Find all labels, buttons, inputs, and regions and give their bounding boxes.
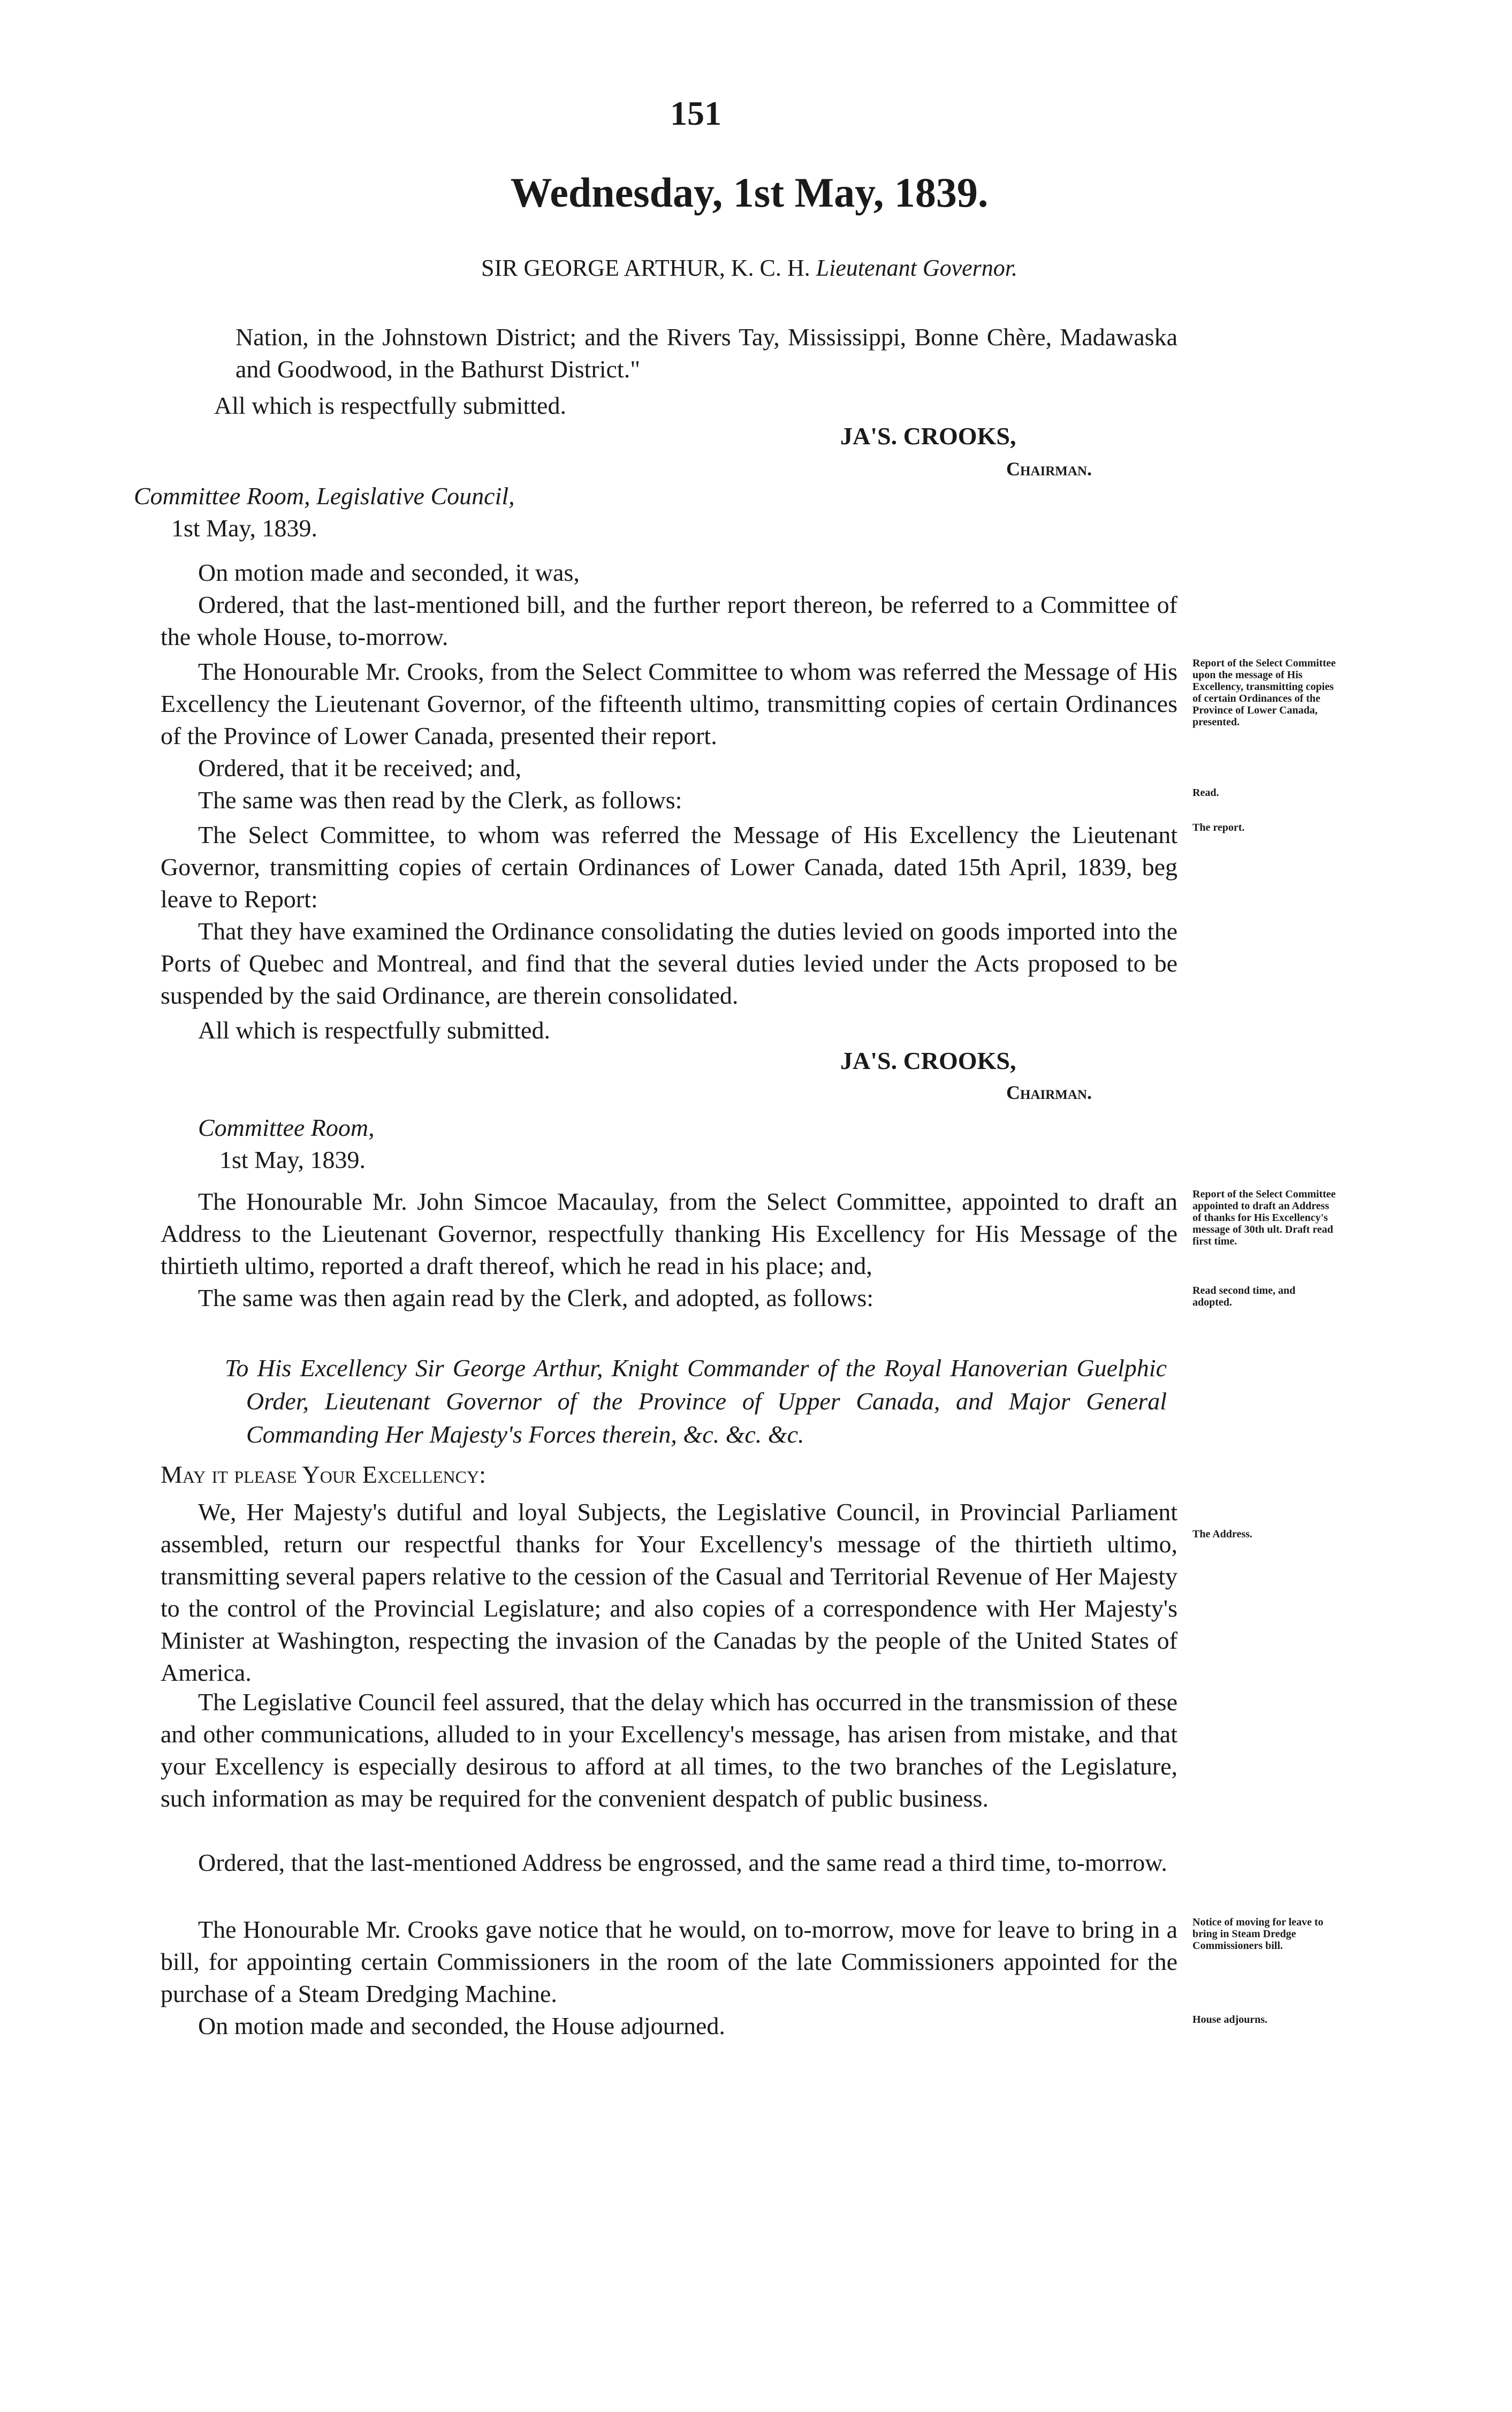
paragraph-submitted-1: All which is respectfully submitted.: [214, 392, 566, 419]
margin-note-notice: Notice of moving for leave to bring in Steam Dredge Commissioners bill.: [1192, 1916, 1324, 1952]
paragraph-submitted-2: All which is respectfully submitted.: [198, 1017, 550, 1044]
margin-note-read: Read.: [1192, 787, 1219, 799]
committee-room-line-2b: 1st May, 1839.: [219, 1146, 366, 1173]
paragraph-read-clerk: The same was then read by the Clerk, as follows:: [198, 786, 682, 814]
paragraph-motion-1: On motion made and seconded, it was,: [198, 559, 580, 586]
margin-note-address-committee: Report of the Select Committee appointed to draft an Address of thanks for His Excellency's message of 30th ult. Draft read first time.: [1192, 1188, 1336, 1247]
committee-room-line-2a: Committee Room,: [198, 1114, 375, 1141]
paragraph-ordered-engrossed: Ordered, that the last-mentioned Address be engrossed, and the same read a third time, to-morrow.: [198, 1849, 1167, 1876]
signature-title-1: Chairman.: [1006, 458, 1092, 480]
margin-note-report-select-committee: Report of the Select Committee upon the message of His Excellency, transmitting copies of certain Ordinances of the Province of Lower Canada, presented.: [1192, 657, 1336, 728]
paragraph-notice-bill: The Honourable Mr. Crooks gave notice that he would, on to-morrow, move for leave to bring in a bill, for appointing certain Commissioners in the room of the late Commissioners appointed for the purchase of a Steam Dredging Machine.: [161, 1916, 1177, 2007]
address-heading: To His Excellency Sir George Arthur, Knight Commander of the Royal Hanoverian Guelphic Order, Lieutenant Governor of the Province of Upper Canada, and Major General Commanding Her Majesty's Forces therein, &c. &c. &c.: [225, 1354, 1167, 1448]
page-number: 151: [670, 94, 721, 132]
committee-room-line-1a: Committee Room, Legislative Council,: [134, 482, 515, 510]
margin-note-the-address: The Address.: [1192, 1528, 1252, 1540]
margin-note-the-report: The report.: [1192, 822, 1245, 833]
page-date-heading: Wednesday, 1st May, 1839.: [510, 169, 989, 216]
paragraph-read-again: The same was then again read by the Clerk, and adopted, as follows:: [198, 1284, 874, 1311]
margin-note-second-reading: Read second time, and adopted.: [1192, 1285, 1296, 1308]
signature-title-2: Chairman.: [1006, 1082, 1092, 1103]
paragraph-continuation: Nation, in the Johnstown District; and the Rivers Tay, Mississippi, Bonne Chère, Madawaska and Goodwood, in the Bathurst District.": [235, 323, 1177, 383]
salutation: May it please Your Excellency:: [161, 1461, 486, 1488]
paragraph-ordered-received: Ordered, that it be received; and,: [198, 754, 522, 782]
presiding-line: [321, 254, 1177, 282]
paragraph-macaulay-report: The Honourable Mr. John Simcoe Macaulay, from the Select Committee, appointed to draft an Address to the Lieutenant Governor, respectfully thanking His Excellency for His Message of the thirtieth ultimo, reported a draft thereof, which he read in his place; and,: [161, 1188, 1177, 1279]
presiding-name: SIR GEORGE ARTHUR, K. C. H.: [481, 255, 810, 281]
signature-name-2: JA'S. CROOKS,: [840, 1047, 1016, 1074]
committee-room-line-1b: 1st May, 1839.: [171, 514, 318, 542]
presiding-title: Lieutenant Governor.: [816, 255, 1018, 281]
signature-name-1: JA'S. CROOKS,: [840, 422, 1016, 450]
paragraph-crooks-report: The Honourable Mr. Crooks, from the Select Committee to whom was referred the Message of His Excellency the Lieutenant Governor, of the fifteenth ultimo, transmitting copies of certain Ordinances of the Province of Lower Canada, presented their report.: [161, 658, 1177, 749]
margin-note-adjourns: House adjourns.: [1192, 2014, 1268, 2026]
paragraph-address-1: We, Her Majesty's dutiful and loyal Subjects, the Legislative Council, in Provincial Parliament assembled, return our respectful thanks for Your Excellency's message of the thirtieth ultimo, transmitting several papers relative to the cession of the Casual and Territorial Revenue of Her Majesty to the control of the Provincial Legislature; and also copies of a correspondence with Her Majesty's Minister at Washington, respecting the invasion of the Canadas by the people of the United States of America.: [161, 1498, 1177, 1686]
paragraph-address-2: The Legislative Council feel assured, that the delay which has occurred in the transmission of these and other communications, alluded to in your Excellency's message, has arisen from mistake, and that your Excellency is especially desirous to afford at all times, to the two branches of the Legislature, such information as may be required for the convenient despatch of public business.: [161, 1688, 1177, 1812]
paragraph-adjourned: On motion made and seconded, the House adjourned.: [198, 2012, 725, 2039]
paragraph-ordered-1: Ordered, that the last-mentioned bill, and the further report thereon, be referred to a Committee of the whole House, to-morrow.: [161, 591, 1177, 650]
paragraph-examined: That they have examined the Ordinance consolidating the duties levied on goods imported into the Ports of Quebec and Montreal, and find that the several duties levied under the Acts proposed to be suspended by the said Ordinance, are therein consolidated.: [161, 917, 1177, 1009]
paragraph-select-committee: The Select Committee, to whom was referred the Message of His Excellency the Lieutenant Governor, transmitting copies of certain Ordinances of Lower Canada, dated 15th April, 1839, beg leave to Report:: [161, 821, 1177, 913]
